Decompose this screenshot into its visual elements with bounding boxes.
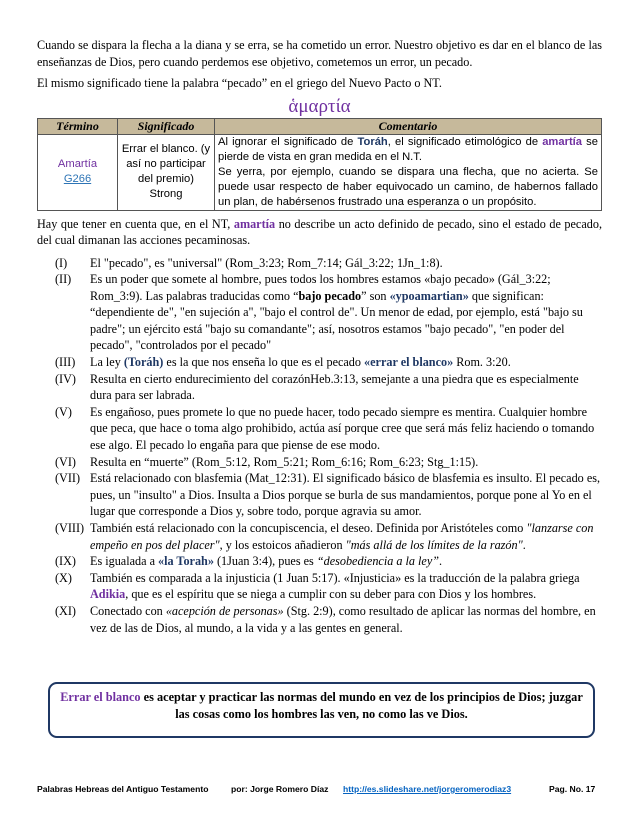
list-number: (IV) <box>55 371 76 386</box>
list-text: Es igualada a «la Torah» (1Juan 3:4), pues es “desobediencia a la ley”. <box>90 554 443 569</box>
footer-author: por: Jorge Romero Díaz <box>231 784 329 794</box>
term-cell <box>38 134 118 210</box>
list-number: (IX) <box>55 554 76 569</box>
list-number: (I) <box>55 255 68 270</box>
terms-table <box>37 118 602 211</box>
list-number: (II) <box>55 272 72 287</box>
list-item <box>37 520 602 553</box>
list-text: Conectado con «acepción de personas» (Stg. 2:9), como resultado de aplicar las normas del hombre, en vez de las de Dios, al mundo, a la vida y a las gentes en general. <box>90 603 596 635</box>
header-significado: Significado <box>118 118 215 134</box>
list-item <box>37 470 602 520</box>
amartia-word: amartía <box>233 216 276 231</box>
footer-book-title: Palabras Hebreas del Antiguo Testamento <box>37 784 209 794</box>
list-text: También es comparada a la injusticia (1 Juan 5:17). «Injusticia» es la traducción de la palabra griega Adikia, que es el espíritu que se niega a cumplir con su deber para con Dios y los hombres. <box>90 570 580 602</box>
list-item <box>37 371 602 404</box>
header-termino: Término <box>38 118 118 134</box>
list-item <box>37 354 602 371</box>
list-item <box>37 404 602 454</box>
list-text: Es engañoso, pues promete lo que no puede hacer, todo pecado siempre es mentira. Cualquier hombre que peca, que hace o toma algo prohibido, actúa así porque cree que será más feliz haciendo o tomando ese algo. El pecado lo engaña para que piense de ese modo. <box>90 404 595 453</box>
footer-page-number: Pag. No. 17 <box>549 784 596 794</box>
list-number: (VI) <box>55 454 76 469</box>
comment-text: Al ignorar el significado de <box>218 135 358 148</box>
amartia-word: amartía <box>542 135 583 148</box>
header-comentario: Comentario <box>215 118 602 134</box>
list-item <box>37 255 602 272</box>
list-item <box>37 454 602 471</box>
list-text: Resulta en “muerte” (Rom_5:12, Rom_5:21; Rom_6:16; Rom_6:23; Stg_1:15). <box>90 454 479 469</box>
list-text: El "pecado", es "universal" (Rom_3:23; Rom_7:14; Gál_3:22; 1Jn_1:8). <box>90 255 443 270</box>
list-number: (X) <box>55 570 72 585</box>
comment-text-2: Se yerra, por ejemplo, cuando se dispara una flecha, que no acierta. Se puede usar respecto de haber equivocado un camino, de habernos fallado un plan, de habérsenos frustrado una esperanza o un propósito. <box>218 165 598 208</box>
list-number: (VII) <box>55 471 81 486</box>
intro-paragraph-1: Cuando se dispara la flecha a la diana y se erra, se ha cometido un error. Nuestro objetivo es dar en el blanco de las enseñanzas de Dios, pero cuando perdemos ese objetivo, cometemos un error, un pecado. <box>37 38 602 69</box>
list-text: También está relacionado con la concupiscencia, el deseo. Definida por Aristóteles como "lanzarse con empeño en pos del placer", y los estoicos añadieron "más allá de los límites de la razón". <box>90 521 594 552</box>
document-page <box>37 0 602 636</box>
term-word: Amartía <box>57 158 98 170</box>
summary-callout-box <box>48 682 595 738</box>
comment-text: , el significado etimológico de <box>387 135 543 148</box>
table-header-row <box>38 118 602 134</box>
strong-number-link[interactable]: G266 <box>63 173 92 185</box>
list-number: (V) <box>55 404 72 419</box>
meaning-cell: Errar el blanco. (y así no participar del premio) Strong <box>118 134 215 210</box>
list-text: Es un poder que somete al hombre, pues todos los hombres estamos «bajo pecado» (Gál_3:22; Rom_3:9). Las palabras traducidas como “bajo pecado” son «ypoamartian» que significan: “dependiente de", "en sujeción a", "bajo el control de". Un menor de edad, por ejemplo, está "bajo su padre"; un ejército está "bajo su comandante"; así, nosotros estamos "bajo pecado", "en poder del pecado", "controlados por el pecado" <box>90 272 583 353</box>
page-footer <box>37 784 602 798</box>
comment-cell <box>215 134 602 210</box>
after-table-paragraph <box>37 216 602 249</box>
paragraph-text: no describe un acto definido de pecado, sino el estado de pecado, del cual dimanan las acciones pecaminosas. <box>37 216 602 247</box>
list-number: (XI) <box>55 603 76 618</box>
list-text: La ley (Toráh) es la que nos enseña lo que es el pecado «errar el blanco» Rom. 3:20. <box>90 355 511 370</box>
greek-word-heading: ἁμαρτία <box>288 95 351 117</box>
torah-word: Toráh <box>357 135 388 148</box>
list-text: Resulta en cierto endurecimiento del corazónHeb.3:13, semejante a una piedra que es especialmente dura para ser labrada. <box>90 371 579 403</box>
callout-highlight: Errar el blanco <box>60 690 141 704</box>
list-text: Está relacionado con blasfemia (Mat_12:31). El significado básico de blasfemia es insulto. El pecado es, pues, un "insulto" a Dios. Insulta a Dios porque se burla de sus mandamientos, porque pone al Yo en el lugar que corresponde a Dios y, sobre todo, porque agravia su amor. <box>90 471 601 519</box>
list-number: (VIII) <box>55 521 85 535</box>
comment-text: se pierde de vista en gran medida en el N.T. <box>218 135 598 163</box>
list-item <box>37 603 602 636</box>
list-item <box>37 271 602 354</box>
list-item <box>37 570 602 603</box>
table-row <box>38 134 602 210</box>
callout-text: es aceptar y practicar las normas del mundo en vez de los principios de Dios; juzgar las cosas como los hombres las ven, no como las ve Dios. <box>140 690 583 721</box>
footer-url-link[interactable]: http://es.slideshare.net/jorgeromerodiaz3 <box>343 784 512 794</box>
list-item <box>37 553 602 570</box>
paragraph-text: Hay que tener en cuenta que, en el NT, <box>37 216 234 231</box>
intro-paragraph-2: El mismo significado tiene la palabra “pecado” en el griego del Nuevo Pacto o NT. <box>37 76 442 90</box>
list-number: (III) <box>55 355 76 370</box>
sin-characteristics-list <box>37 255 602 637</box>
